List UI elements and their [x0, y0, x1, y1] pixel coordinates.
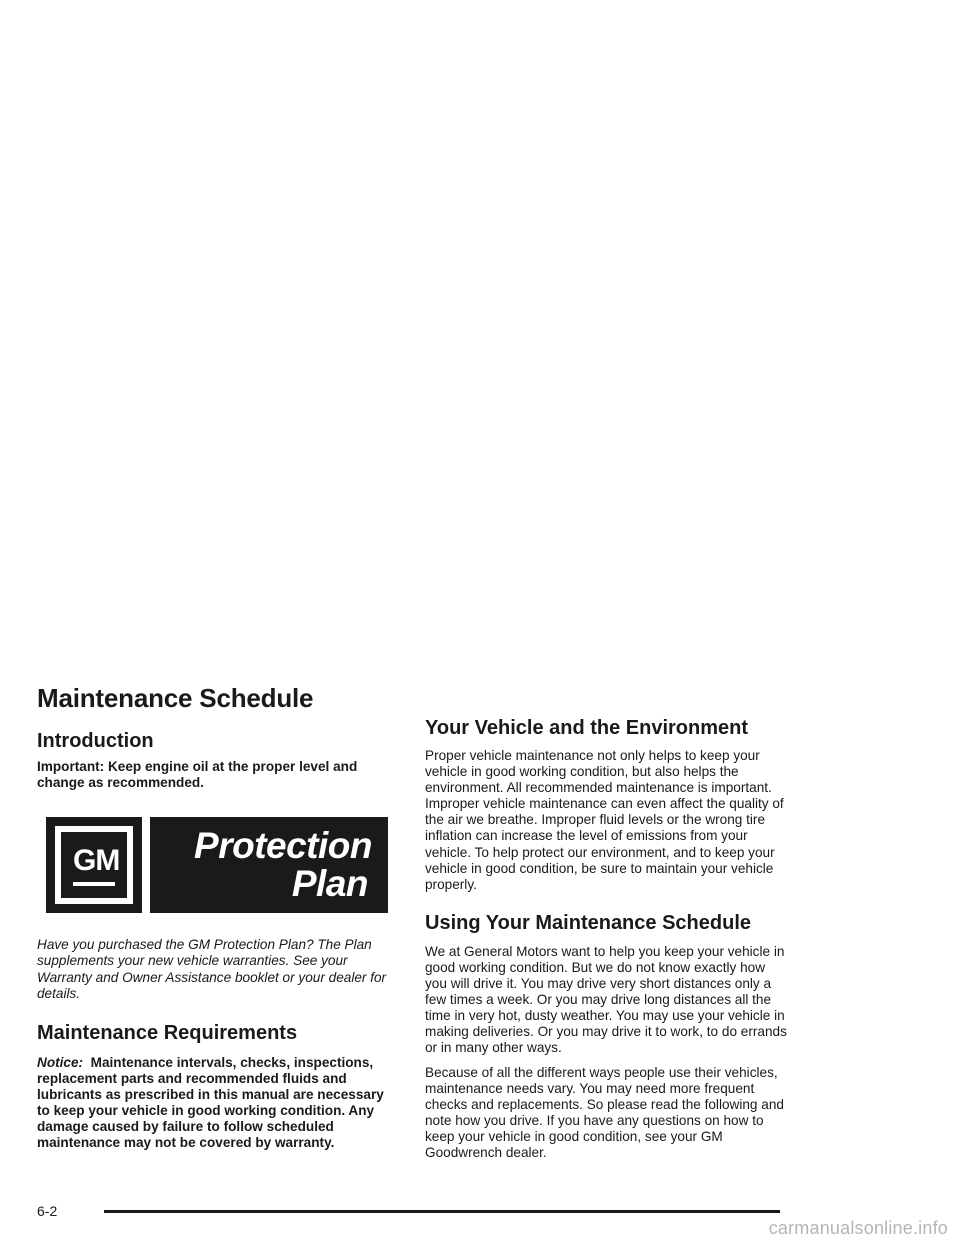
- environment-heading: Your Vehicle and the Environment: [425, 717, 749, 739]
- gm-logo-letters: GM: [73, 844, 115, 886]
- using-schedule-heading: Using Your Maintenance Schedule: [425, 911, 751, 934]
- environment-paragraph: Proper vehicle maintenance not only helps to keep your vehicle in good working condition, but also helps the environment. All recommended maintenance is important. Improper vehicle maintenance can even affect the quality of the air we breathe. Improper fluid levels or the wrong tire inflation can increase the level of emissions from your vehicle. To help protect our environment, and to keep your vehicle in good condition, be sure to maintain your vehicle properly.: [425, 748, 784, 892]
- wordmark-line-1: Protection: [194, 825, 372, 867]
- site-watermark: carmanualsonline.info: [768, 1218, 948, 1238]
- introduction-heading: Introduction: [37, 730, 154, 753]
- important-note: Important: Keep engine oil at the proper level and change as recommended.: [37, 759, 358, 791]
- notice-text: Maintenance intervals, checks, inspections, replacement parts and recommended fluids and lubricants as prescribed in this manual are necessary to keep your vehicle in good working condition. Any damage caused by failure to follow scheduled maintenance may not be covered by warranty.: [37, 1054, 384, 1151]
- using-schedule-paragraph-2: Because of all the different ways people use their vehicles, maintenance needs vary. You may need more frequent checks and replacements. So please read the following and note how you drive. If you have any questions on how to keep your vehicle in good condition, see your GM Goodwrench dealer.: [425, 1064, 784, 1160]
- footer-rule: [104, 1210, 780, 1213]
- page-title: Maintenance Schedule: [37, 683, 314, 713]
- right-column: [425, 716, 790, 1161]
- protection-plan-caption: Have you purchased the GM Protection Plan? The Plan supplements your new vehicle warranties. See your Warranty and Owner Assistance booklet or your dealer for details.: [37, 937, 387, 1001]
- gm-protection-plan-logo: [37, 817, 387, 917]
- gm-logo: [46, 817, 142, 913]
- left-column: [37, 683, 393, 1151]
- wordmark-line-2: Plan: [291, 863, 368, 905]
- protection-plan-wordmark: [150, 817, 388, 913]
- maintenance-requirements-heading: Maintenance Requirements: [37, 1021, 298, 1044]
- notice-paragraph: [37, 1055, 393, 1152]
- using-schedule-paragraph-1: We at General Motors want to help you keep your vehicle in good working condition. But we do not know exactly how you will drive it. You may drive very short distances only a few times a week. Or you may drive long distances all the time in very hot, dusty weather. You may use your vehicle in making deliveries. Or you may drive it to work, to do errands or in many other ways.: [425, 943, 787, 1056]
- page-number: 6-2: [37, 1203, 58, 1219]
- notice-label: Notice:: [37, 1054, 84, 1070]
